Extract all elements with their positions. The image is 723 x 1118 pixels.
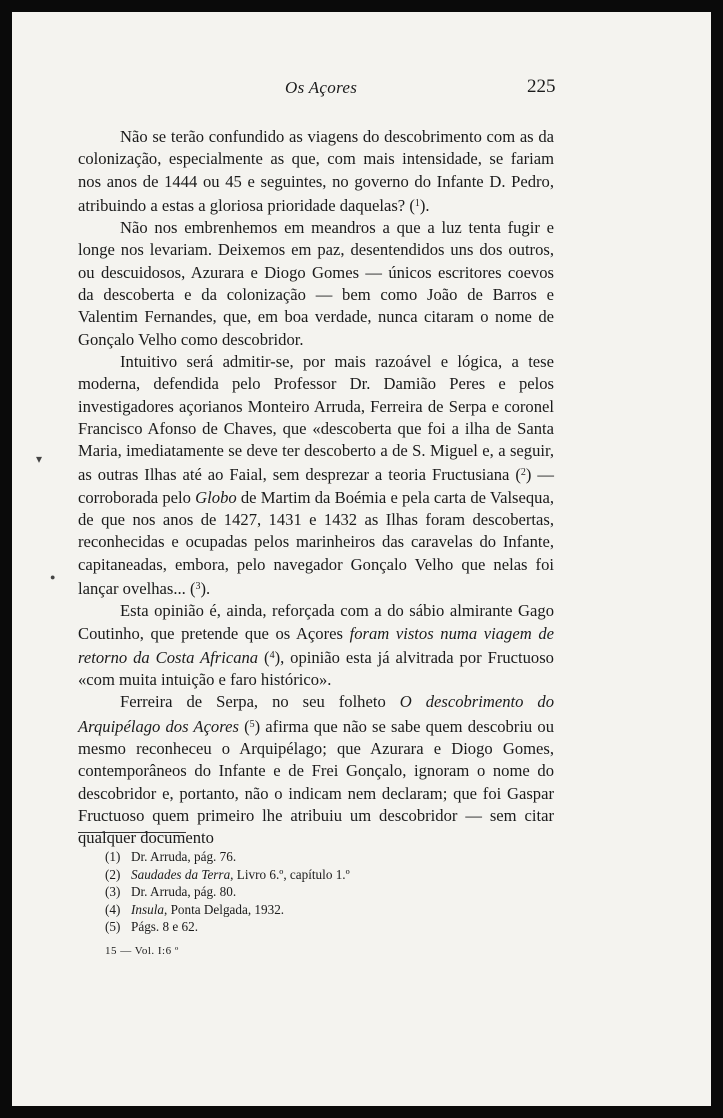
text-run: de Martim da Boémia e pela carta de Valsequa, de que nos anos de 1427, 1431 e 1432 as Ilhas foram descobertas, reconhecidas e ocupadas pelos marinheiros das caravelas do Infante, capitaneadas, embora, pelo navegador Gonçalo Velho que nelas foi lançar ovelhas... ( <box>78 487 554 598</box>
text-run: ) — corroborada pelo <box>78 465 554 507</box>
text-run: ( <box>258 647 270 667</box>
footnotes <box>105 848 350 936</box>
page-number: 225 <box>527 76 556 97</box>
text-run: ). <box>200 578 211 598</box>
running-title: Os Açores <box>285 78 358 97</box>
footnote-number: (4) <box>105 901 121 917</box>
page-header <box>12 78 711 108</box>
text-run: ( <box>409 195 415 215</box>
footnote-reference: 5 <box>249 718 255 730</box>
footnote-text <box>131 883 236 901</box>
footnote-reference: 3 <box>195 580 201 592</box>
text-run: Não se terão confundido as viagens do descobrimento com as da colonização, especialmente as que, com mais intensidade, se fariam nos anos de 1444 ou 45 e seguintes, no governo do Infante D. Pedro, atribuindo a estas a gloriosa prioridade daquelas? <box>78 127 554 215</box>
paragraph <box>78 600 554 691</box>
margin-mark: ● <box>50 572 56 582</box>
footnote-item <box>105 918 350 936</box>
text-run: Dr. Arruda, pág. 76. <box>131 849 237 864</box>
text-run: O descobrimento do Arquipélago dos Açores <box>78 692 554 736</box>
footnote-item <box>105 866 350 884</box>
text-run: Dr. Arruda, pág. 80. <box>131 884 237 899</box>
footnote-rule <box>78 832 186 833</box>
text-run: Intuitivo será admitir-se, por mais razoável e lógica, a tese moderna, defendida pelo Professor Dr. Damião Peres e pelos investigadores açorianos Monteiro Arruda, Ferreira de Serpa e coronel Francisco Afonso de Chaves, que «descoberta que foi a ilha de Santa Maria, imediatamente se deve ter descoberto a de S. Miguel e, a seguir, as outras Ilhas até ao Faial, sem desprezar a teoria Fructusiana ( <box>78 351 554 485</box>
footnote-item <box>105 883 350 901</box>
text-run: ( <box>238 716 250 736</box>
text-run: Não nos embrenhemos em meandros a que a luz tenta fugir e longe nos levariam. Deixemos em paz, desentendidos uns dos outros, ou descuidosos, Azurara e Diogo Gomes — únicos escritores coevos da descoberta e da colonização — bem como João de Barros e Valentim Fernandes, que, em boa verdade, nunca citaram o nome de Gonçalo Velho como descobridor. <box>78 218 554 349</box>
text-run: Saudades da Terra <box>131 866 231 882</box>
text-run: Esta opinião é, ainda, reforçada com a do sábio almirante Gago Coutinho, que pretende que os Açores <box>78 601 554 643</box>
text-run: Ferreira de Serpa, no seu folheto <box>120 692 400 712</box>
body-text <box>78 126 554 850</box>
text-run: ), opinião esta já alvitrada por Fructuoso «com muita intuição e faro histórico». <box>78 647 554 690</box>
footnote-item <box>105 848 350 866</box>
paragraph <box>78 217 554 351</box>
text-run: Págs. 8 e 62. <box>131 919 199 934</box>
text-run: , Livro 6.º, capítulo 1.º <box>230 866 350 882</box>
footnote-text <box>131 848 236 866</box>
margin-mark: ▾ <box>36 452 43 466</box>
text-run: Insula <box>131 901 164 917</box>
footnote-reference: 4 <box>269 649 275 661</box>
footnote-number: (2) <box>105 866 121 882</box>
text-run: ) afirma que não se sabe quem descobriu ou mesmo reconheceu o Arquipélago; que Azurara e Diogo Gomes, contemporâneos do Infante e de Frei Gonçalo, ignoram o nome do descobridor e, portanto, não o indicam nem declaram; que foi Gaspar Fructuoso quem primeiro lhe atribuiu um descobridor — sem citar qualquer documento <box>78 716 554 848</box>
footnote-text <box>131 866 350 884</box>
paragraph <box>78 126 554 217</box>
footnote-number: (5) <box>105 919 121 934</box>
footnote-text <box>131 918 198 936</box>
text-run: , Ponta Delgada, 1932. <box>163 901 285 917</box>
footnote-item <box>105 901 350 919</box>
footnote-number: (3) <box>105 884 121 899</box>
footnote-reference: 2 <box>520 467 526 479</box>
document-page <box>12 12 711 1106</box>
printer-signature: 15 — Vol. I:6 º <box>105 945 179 957</box>
text-run: foram vistos numa viagem de retorno da Costa Africana <box>78 623 554 667</box>
paragraph <box>78 351 554 600</box>
footnote-text <box>131 901 284 919</box>
footnote-reference: 1 <box>414 197 420 209</box>
paragraph <box>78 691 554 849</box>
text-run: ). <box>419 195 430 215</box>
footnote-number: (1) <box>105 849 121 864</box>
text-run: Globo <box>195 487 237 507</box>
